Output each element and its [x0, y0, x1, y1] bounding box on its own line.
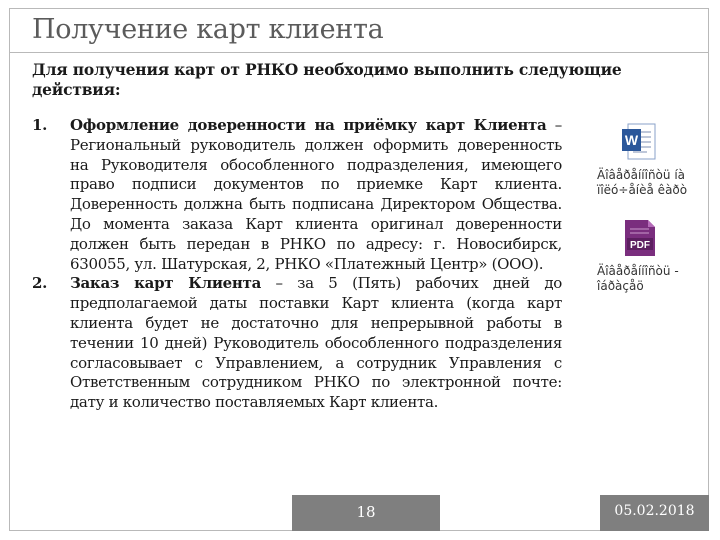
- step-item-2: [32, 274, 562, 413]
- steps-list: [32, 116, 562, 413]
- word-document-icon: [621, 122, 657, 162]
- word-attachment[interactable]: [597, 122, 687, 198]
- pdf-attachment[interactable]: [597, 218, 687, 294]
- step-number: 2.: [32, 274, 48, 293]
- step-body: – за 5 (Пять) рабочих дней до предполагаемой даты поставки Карт клиента (когда карт клиента будет не достаточно для непрерывной работы в течении 10 дней) Руководитель обособленного подразделения согласовывает с Управлением, а сотрудник Управления с Ответственным сотрудником РНКО по электронной почте: дату и количество поставляемых Карт клиента.: [70, 274, 562, 412]
- slide-title: Получение карт клиента: [32, 14, 384, 45]
- slide-date: 05.02.2018: [614, 503, 695, 519]
- step-heading: Заказ карт Клиента: [70, 274, 262, 293]
- pdf-document-icon: [621, 218, 657, 258]
- intro-text: Для получения карт от РНКО необходимо выполнить следующие действия:: [32, 60, 622, 99]
- svg-text:W: W: [624, 132, 639, 148]
- step-number: 1.: [32, 116, 48, 134]
- step-body: – Региональный руководитель должен оформить доверенность на Руководителя обособленного подразделения, имеющего право подписи документов по приемке Карт клиента. Доверенность должна быть подписана Директором Общества. До момента заказа Карт клиента оригинал доверенности должен быть передан в РНКО по адресу: г. Новосибирск, 630055, ул. Шатурская, 2, РНКО «Платежный Центр» (ООО).: [70, 116, 562, 273]
- title-divider: [9, 52, 709, 53]
- step-heading: Оформление доверенности на приёмку карт Клиента: [70, 116, 547, 134]
- attachment-caption: Äîâåðåííîñòü íà ïîëó÷åíèå êàðò: [597, 168, 688, 197]
- page-number: 18: [356, 503, 376, 521]
- attachment-caption: Äîâåðåííîñòü - îáðàçåö: [597, 264, 679, 293]
- step-item-1: [32, 116, 562, 274]
- svg-text:PDF: PDF: [630, 240, 650, 251]
